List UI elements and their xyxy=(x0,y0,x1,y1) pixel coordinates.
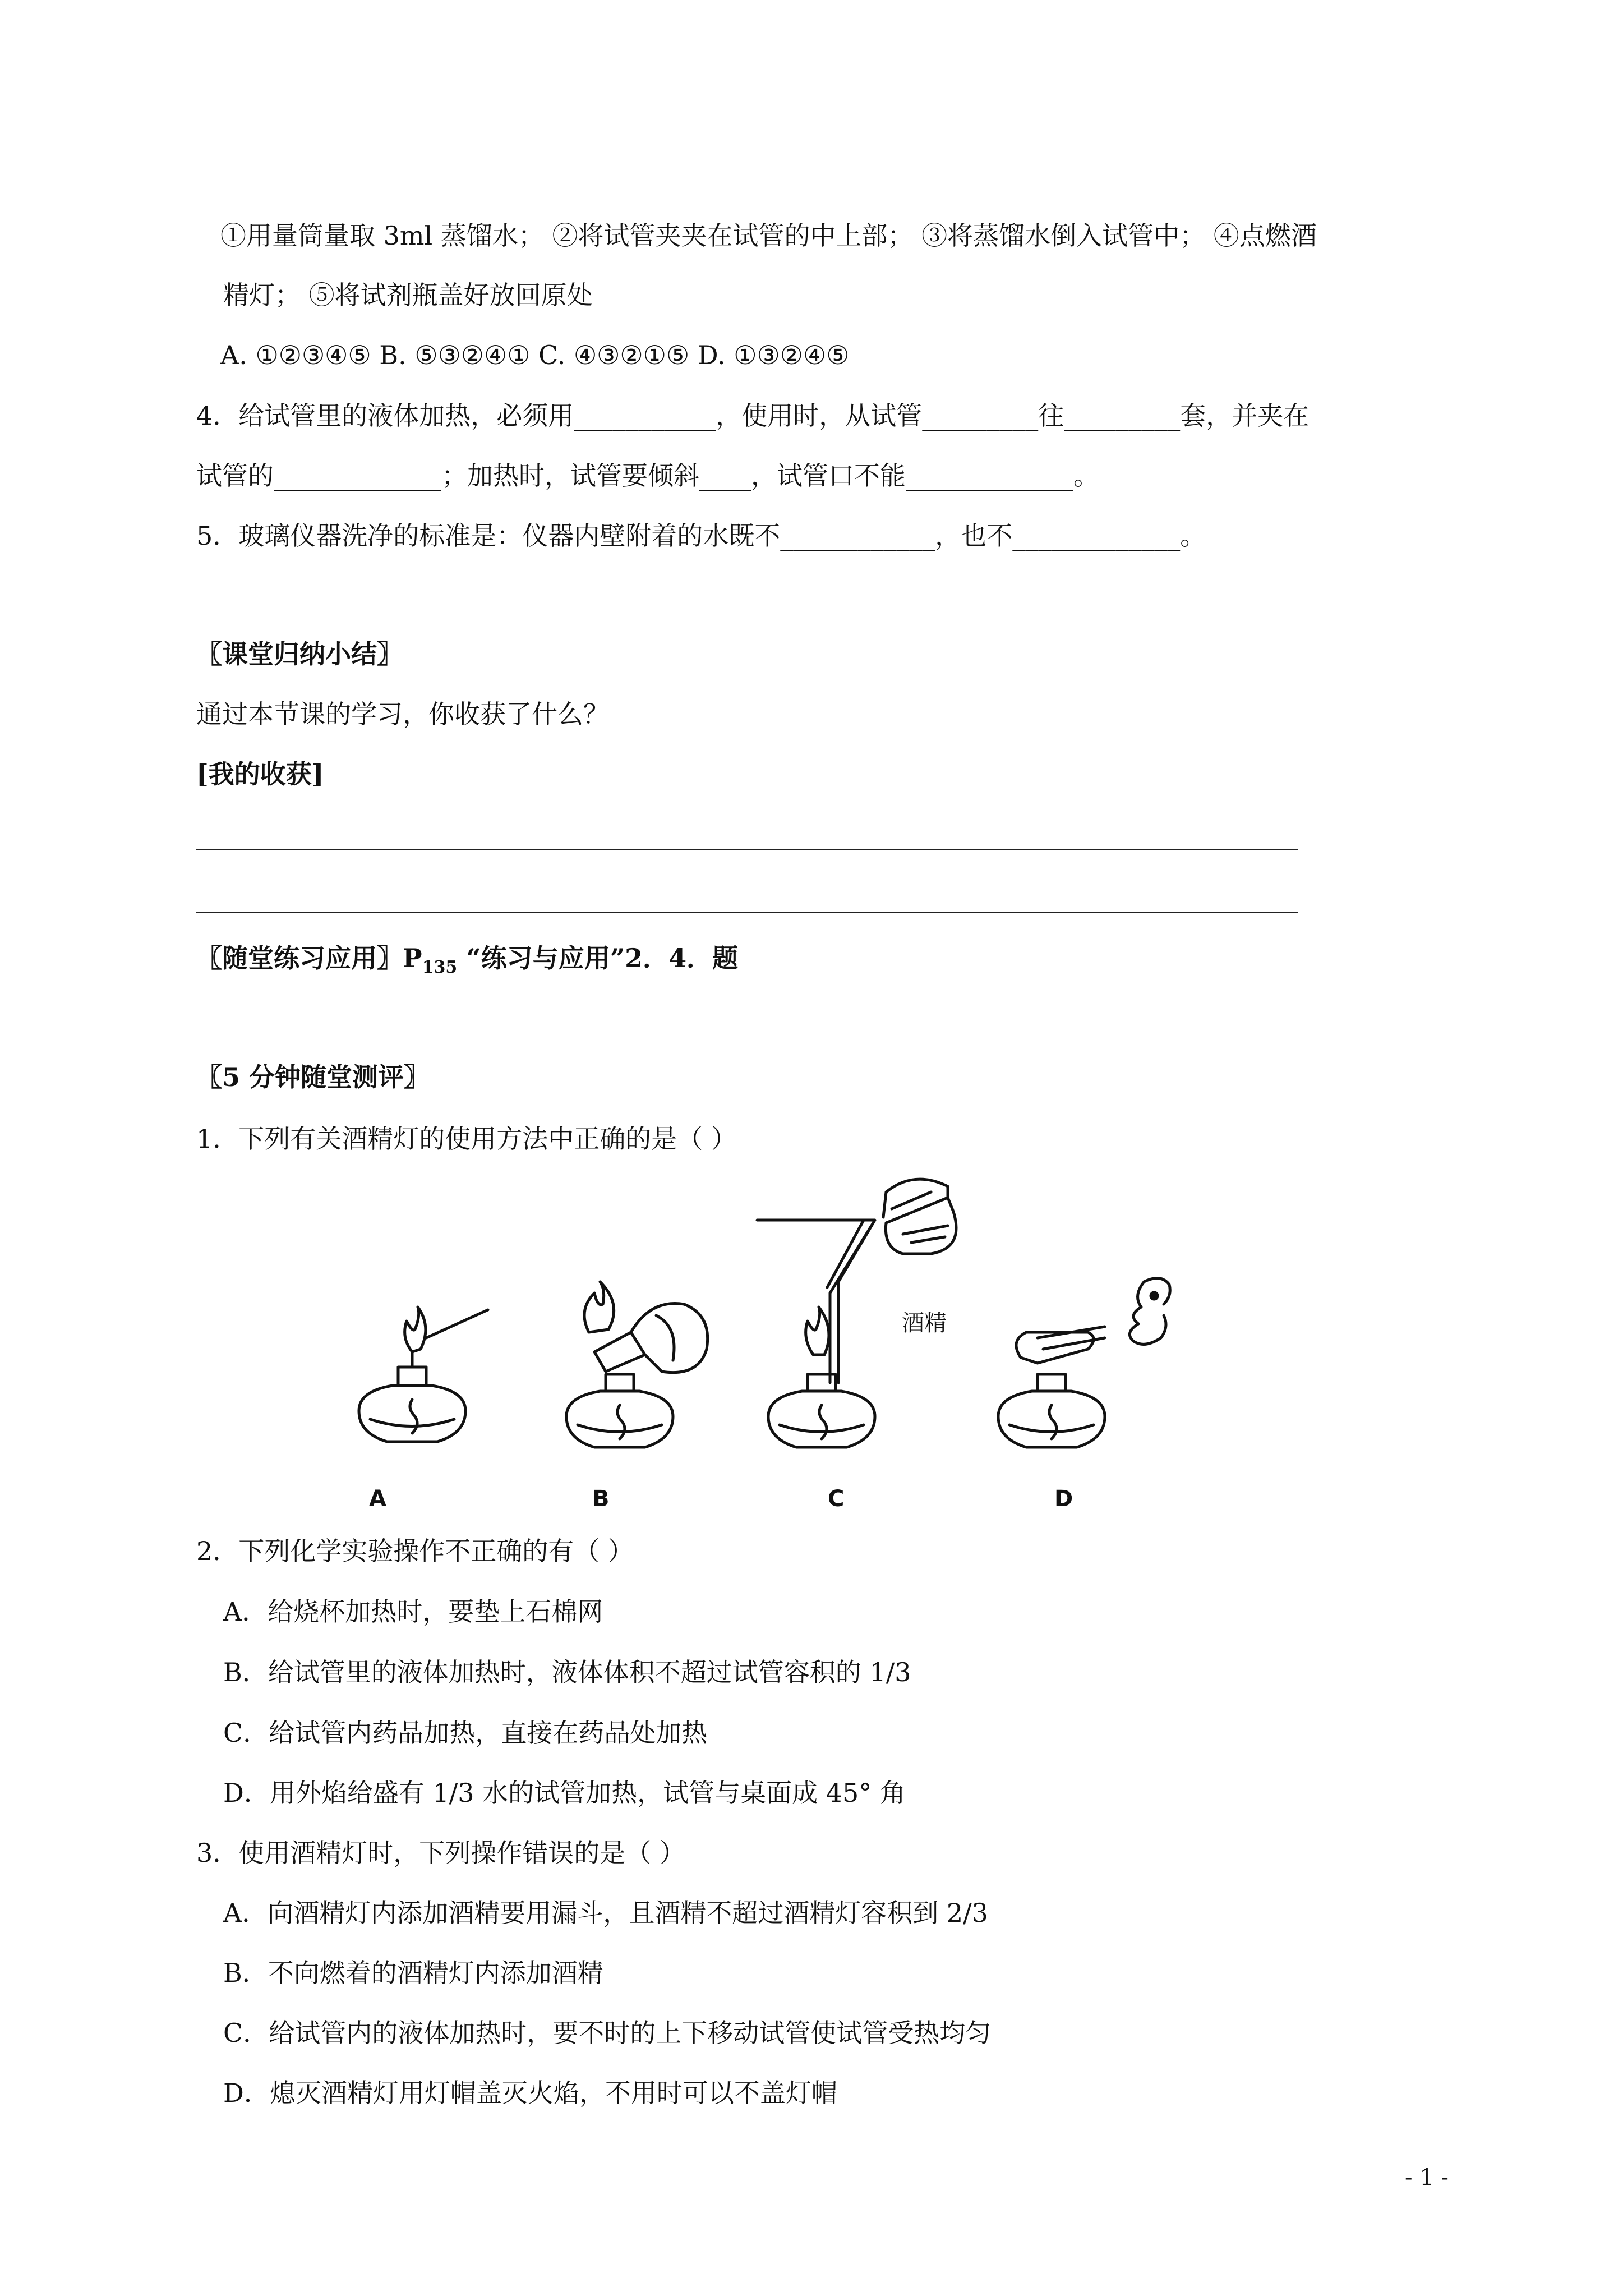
practice-rest: “练习与应用”2．4．题 xyxy=(457,943,739,973)
lamp-a-illustration xyxy=(359,1307,488,1442)
q3-steps-line1: ①用量筒量取 3ml 蒸馏水； ②将试管夹夹在试管的中上部； ③将蒸馏水倒入试管中； ④点燃酒 xyxy=(220,220,1317,251)
q3-option-c: C．给试管内的液体加热时，要不时的上下移动试管使试管受热均匀 xyxy=(223,2018,992,2048)
summary-heading: 〖课堂归纳小结〗 xyxy=(196,639,403,669)
lamp-b-illustration xyxy=(566,1282,708,1447)
test-question-3: 3．使用酒精灯时，下列操作错误的是（ ） xyxy=(196,1838,685,1868)
figure-text-alcohol: 酒精 xyxy=(902,1310,947,1336)
test-question-1: 1．下列有关酒精灯的使用方法中正确的是（ ） xyxy=(196,1124,737,1154)
q3-steps-line2: 精灯； ⑤将试剂瓶盖好放回原处 xyxy=(223,280,593,310)
question-5: 5．玻璃仪器洗净的标准是：仪器内壁附着的水既不____________，也不_____________。 xyxy=(196,521,1206,551)
q2-option-d: D．用外焰给盛有 1/3 水的试管加热，试管与桌面成 45° 角 xyxy=(223,1778,906,1808)
q2-option-c: C．给试管内药品加热，直接在药品处加热 xyxy=(223,1718,708,1748)
figure-label-a: A xyxy=(369,1486,386,1512)
answer-line-2 xyxy=(196,912,1298,913)
answer-line-1 xyxy=(196,849,1298,850)
test-heading: 〖5 分钟随堂测评〗 xyxy=(196,1062,430,1092)
practice-line xyxy=(196,941,738,984)
q2-option-b: B．给试管里的液体加热时，液体体积不超过试管容积的 1/3 xyxy=(223,1657,911,1687)
page-number: - 1 - xyxy=(1405,2165,1449,2191)
summary-prompt: 通过本节课的学习，你收获了什么？ xyxy=(196,699,609,729)
question-4-line1: 4．给试管里的液体加热，必须用___________，使用时，从试管_________往_________套，并夹在 xyxy=(196,401,1310,431)
harvest-heading: [我的收获] xyxy=(196,759,324,789)
question-4-line2: 试管的_____________；加热时，试管要倾斜____，试管口不能_____________。 xyxy=(196,461,1099,491)
q3-option-b: B．不向燃着的酒精灯内添加酒精 xyxy=(223,1958,603,1988)
practice-heading: 〖随堂练习应用〗 xyxy=(196,943,403,973)
figure-label-c: C xyxy=(828,1486,845,1512)
practice-page-p: P xyxy=(403,943,422,973)
lamp-d-illustration xyxy=(998,1278,1170,1447)
q3-option-d: D．熄灭酒精灯用灯帽盖灭火焰，不用时可以不盖灯帽 xyxy=(223,2078,837,2108)
practice-page-number: 135 xyxy=(422,958,458,977)
q2-option-a: A．给烧杯加热时，要垫上石棉网 xyxy=(223,1596,603,1627)
figure-label-d: D xyxy=(1054,1486,1073,1512)
q3-option-a: A．向酒精灯内添加酒精要用漏斗，且酒精不超过酒精灯容积到 2/3 xyxy=(223,1898,988,1928)
q3-options: A. ①②③④⑤ B. ⑤③②④① C. ④③②①⑤ D. ①③②④⑤ xyxy=(220,340,850,370)
alcohol-lamp-figure xyxy=(303,1170,1200,1517)
figure-label-b: B xyxy=(592,1486,610,1512)
test-question-2: 2．下列化学实验操作不正确的有（ ） xyxy=(196,1536,634,1566)
